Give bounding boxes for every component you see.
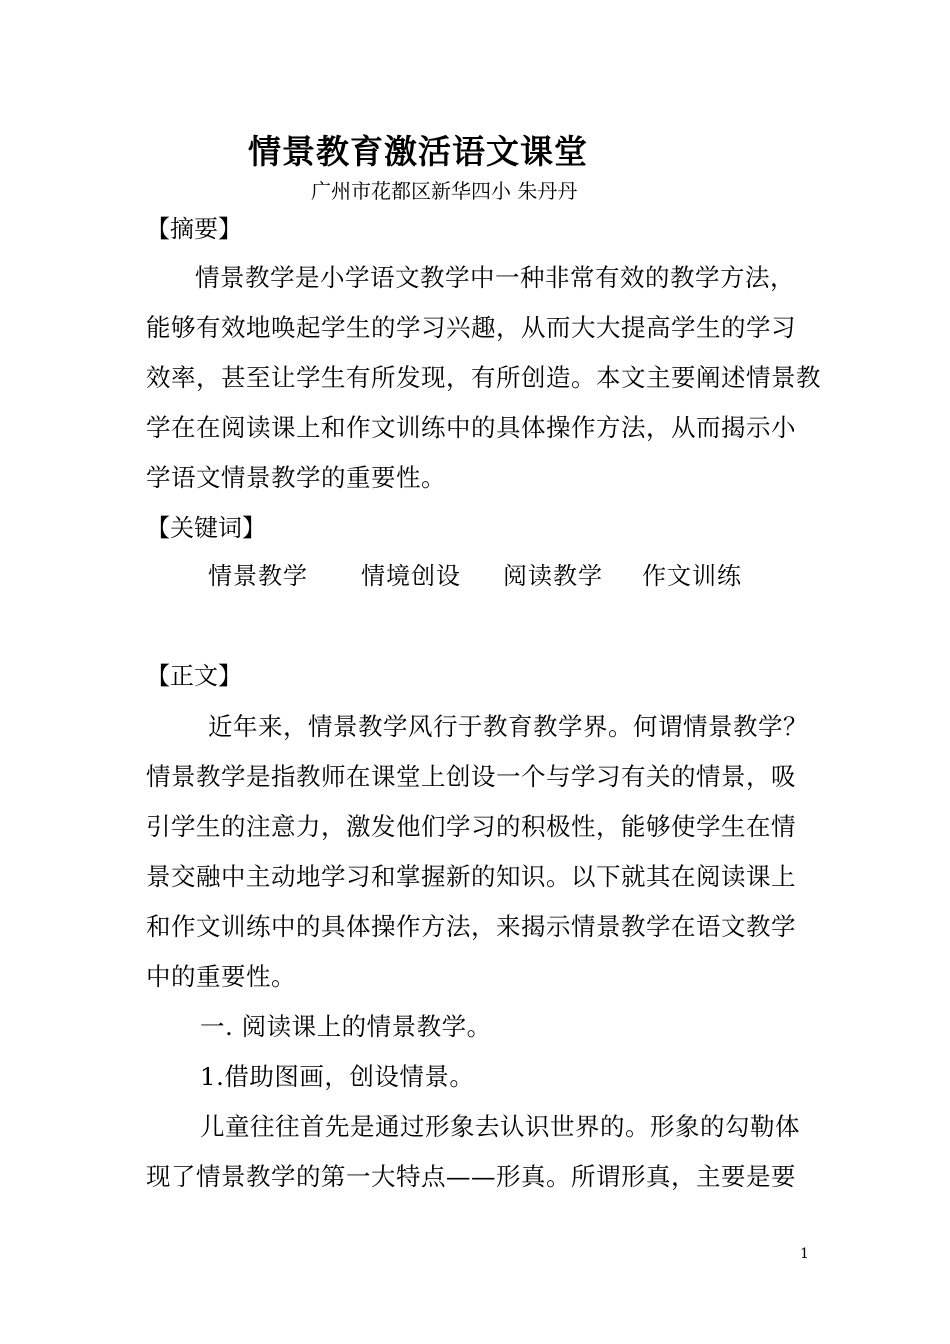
body-heading: 【正文】 [146, 662, 242, 690]
keyword-item: 情境创设 [361, 562, 461, 590]
page-number: 1 [800, 1246, 809, 1262]
abstract-line: 情景教学是小学语文教学中一种非常有效的教学方法， [195, 263, 795, 292]
body-line: 近年来，情景教学风行于教育教学界。何谓情景教学？ [208, 712, 808, 741]
body-line: 引学生的注意力，激发他们学习的积极性，能够使学生在情 [146, 812, 796, 841]
abstract-line: 能够有效地唤起学生的学习兴趣，从而大大提高学生的学习 [146, 313, 796, 342]
keyword-item: 作文训练 [642, 562, 742, 590]
abstract-heading: 【摘要】 [146, 215, 242, 243]
keywords-heading: 【关键词】 [146, 514, 266, 542]
keyword-item: 情景教学 [208, 562, 308, 590]
abstract-line: 学在在阅读课上和作文训练中的具体操作方法，从而揭示小 [146, 413, 796, 442]
document-title: 情景教育激活语文课堂 [248, 132, 588, 171]
subsection-heading-pictures: 1.借助图画，创设情景。 [200, 1062, 475, 1091]
author-line: 广州市花都区新华四小 朱丹丹 [311, 179, 578, 203]
body-line: 情景教学是指教师在课堂上创设一个与学习有关的情景，吸 [146, 762, 796, 791]
body-line: 中的重要性。 [146, 962, 296, 991]
abstract-line: 效率，甚至让学生有所发现，有所创造。本文主要阐述情景教 [146, 363, 821, 392]
keyword-item: 阅读教学 [503, 562, 603, 590]
body-line: 现了情景教学的第一大特点——形真。所谓形真，主要是要 [146, 1162, 796, 1191]
body-line: 和作文训练中的具体操作方法，来揭示情景教学在语文教学 [146, 912, 796, 941]
body-line: 景交融中主动地学习和掌握新的知识。以下就其在阅读课上 [146, 862, 796, 891]
body-line: 儿童往往首先是通过形象去认识世界的。形象的勾勒体 [200, 1112, 800, 1141]
abstract-line: 学语文情景教学的重要性。 [146, 463, 446, 492]
section-heading-reading: 一. 阅读课上的情景教学。 [200, 1012, 492, 1041]
